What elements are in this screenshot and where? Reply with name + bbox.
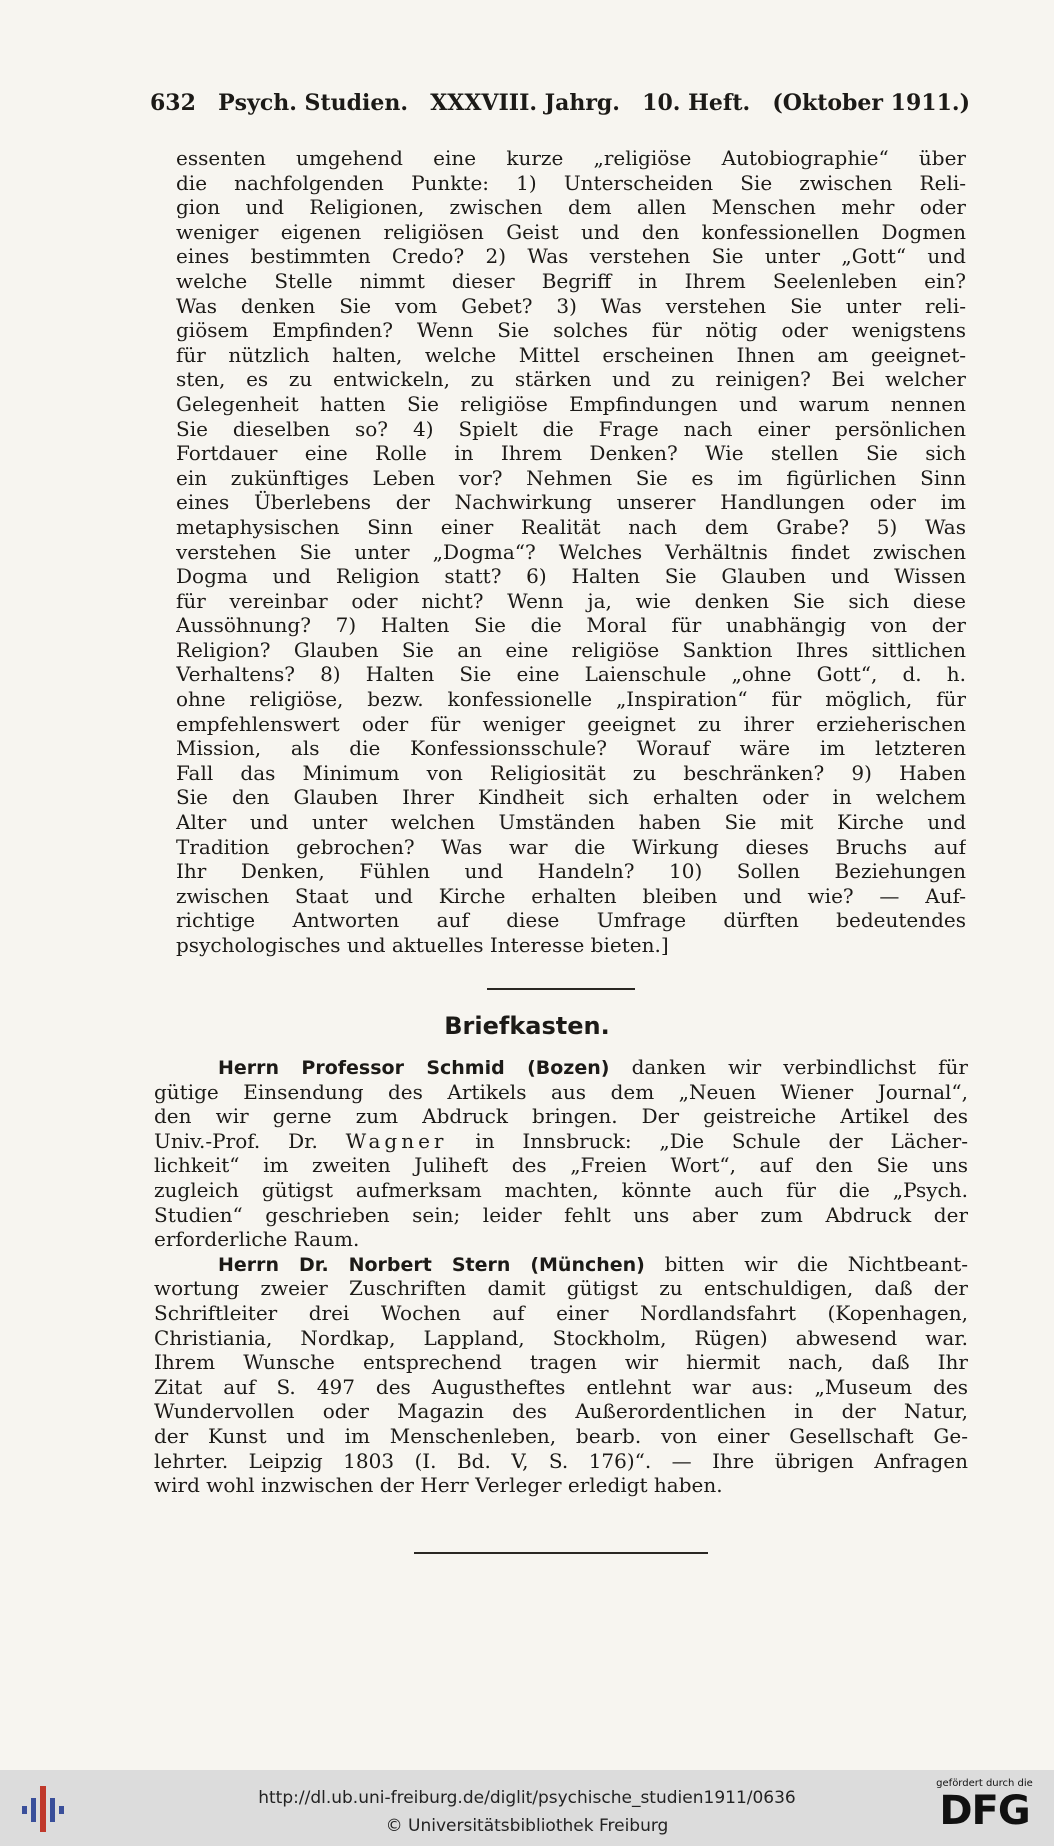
volume-label: XXXVIII. Jahrg. [430, 90, 620, 116]
text-line: die nachfolgenden Punkte: 1) Unterscheiden Sie zwischen Reli- [176, 170, 966, 195]
text-line: Wundervollen oder Magazin des Außerordentlichen in der Natur, [154, 1399, 968, 1424]
date-label: (Oktober 1911.) [772, 90, 970, 116]
text-line: giösem Empfinden? Wenn Sie solches für nötig oder wenigstens [176, 318, 966, 343]
text-line: eines bestimmten Credo? 2) Was verstehen Sie unter „Gott“ und [176, 244, 966, 269]
dfg-logo [927, 1778, 1042, 1833]
letter-2-first-line [154, 1252, 968, 1277]
footer-copyright: © Universitätsbibliothek Freiburg [385, 1816, 669, 1836]
text-line: welche Stelle nimmt dieser Begriff in Ihrem Seelenleben ein? [176, 268, 966, 293]
letter-1-body-b [154, 1153, 968, 1251]
text-line: Fall das Minimum von Religiosität zu beschränken? 9) Haben [176, 760, 966, 785]
text-line: wortung zweier Zuschriften damit gütigst zu entschuldigen, daß der [154, 1276, 968, 1301]
text-line: wird wohl inzwischen der Herr Verleger erledigt haben. [154, 1473, 723, 1498]
text-line: verstehen Sie unter „Dogma“? Welches Verhältnis findet zwischen [176, 539, 966, 564]
text-line: Ihrem Wunsche entsprechend tragen wir hiermit nach, daß Ihr [154, 1350, 968, 1375]
text-line: weniger eigenen religiösen Geist und den konfessionellen Dogmen [176, 219, 966, 244]
text-line: zugleich gütigst aufmerksam machten, könnte auch für die „Psych. [154, 1177, 968, 1202]
letter-2-first-line-text: bitten wir die Nichtbeant- [664, 1251, 968, 1276]
letter-1-univ-rest: in Innsbruck: „Die Schule der Lächer- [475, 1128, 968, 1153]
text-line: Sie dieselben so? 4) Spielt die Frage nach einer persönlichen [176, 416, 966, 441]
page-number: 632 [150, 90, 196, 116]
dfg-wordmark: DFG [939, 1788, 1030, 1834]
page-header [150, 90, 970, 116]
text-line: metaphysischen Sinn einer Realität nach dem Grabe? 5) Was [176, 514, 966, 539]
text-line: Verhaltens? 8) Halten Sie eine Laienschule „ohne Gott“, d. h. [176, 662, 966, 687]
text-line: Zitat auf S. 497 des Augustheftes entlehnt war aus: „Museum des [154, 1374, 968, 1399]
issue-label: 10. Heft. [642, 90, 751, 116]
section-divider [487, 988, 635, 990]
text-line: zwischen Staat und Kirche erhalten bleiben und wie? — Auf- [176, 883, 966, 908]
text-line: ein zukünftiges Leben vor? Nehmen Sie es im figürlichen Sinn [176, 465, 966, 490]
letter-1-first-line [154, 1055, 968, 1080]
text-line: richtige Antworten auf diese Umfrage dürften bedeutendes [176, 908, 966, 933]
letter-1-body-a [154, 1080, 968, 1129]
letter-1-univ-name: Wagner [345, 1128, 448, 1153]
dfg-tagline: gefördert durch die [936, 1778, 1033, 1789]
text-line: lichkeit“ im zweiten Juliheft des „Freien Wort“, auf den Sie uns [154, 1153, 968, 1178]
text-line: Tradition gebrochen? Was war die Wirkung dieses Bruchs auf [176, 834, 966, 859]
letters-section [154, 1055, 968, 1498]
text-line: Christiania, Nordkap, Lappland, Stockholm, Rügen) abwesend war. [154, 1325, 968, 1350]
text-line: Fortdauer eine Rolle in Ihrem Denken? Wie stellen Sie sich [176, 441, 966, 466]
text-line: Religion? Glauben Sie an eine religiöse Sanktion Ihres sittlichen [176, 637, 966, 662]
text-line: für vereinbar oder nicht? Wenn ja, wie denken Sie sich diese [176, 588, 966, 613]
text-line: Schriftleiter drei Wochen auf einer Nordlandsfahrt (Kopenhagen, [154, 1300, 968, 1325]
text-line: Studien“ geschrieben sein; leider fehlt uns aber zum Abdruck der [154, 1202, 968, 1227]
text-line: Gelegenheit hatten Sie religiöse Empfindungen und warum nennen [176, 391, 966, 416]
footer-url-link[interactable]: http://dl.ub.uni-freiburg.de/diglit/psychische_studien1911/0636 [258, 1788, 796, 1808]
text-line: Was denken Sie vom Gebet? 3) Was verstehen Sie unter reli- [176, 293, 966, 318]
letter-2-body [154, 1276, 968, 1497]
text-line: essenten umgehend eine kurze „religiöse Autobiographie“ über [176, 146, 966, 170]
text-line: für nützlich halten, welche Mittel erscheinen Ihnen am geeignet- [176, 342, 966, 367]
text-line: gütige Einsendung des Artikels aus dem „Neuen Wiener Journal“, [154, 1079, 968, 1104]
end-divider [414, 1552, 708, 1554]
section-title: Briefkasten. [444, 1012, 610, 1040]
text-line: Mission, als die Konfessionsschule? Worauf wäre im letzteren [176, 736, 966, 761]
text-line: den wir gerne zum Abdruck bringen. Der geistreiche Artikel des [154, 1104, 968, 1129]
text-line: ohne religiöse, bezw. konfessionelle „Inspiration“ für möglich, für [176, 687, 966, 712]
text-line: der Kunst und im Menschenleben, bearb. von einer Gesellschaft Ge- [154, 1423, 968, 1448]
text-line: lehrter. Leipzig 1803 (I. Bd. V, S. 176)“. — Ihre übrigen Anfragen [154, 1448, 968, 1473]
questionnaire-text [176, 146, 966, 958]
text-line: psychologisches und aktuelles Interesse bieten.] [176, 933, 669, 957]
text-line: Sie den Glauben Ihrer Kindheit sich erhalten oder in welchem [176, 785, 966, 810]
journal-title: Psych. Studien. [218, 90, 408, 116]
text-line: gion und Religionen, zwischen dem allen Menschen mehr oder [176, 195, 966, 220]
text-line: Alter und unter welchen Umständen haben Sie mit Kirche und [176, 810, 966, 835]
footer-bar [0, 1770, 1054, 1846]
text-line: eines Überlebens der Nachwirkung unserer Handlungen oder im [176, 490, 966, 515]
text-line: empfehlenswert oder für weniger geeignet zu ihrer erzieherischen [176, 711, 966, 736]
text-line: Aussöhnung? 7) Halten Sie die Moral für unabhängig von der [176, 613, 966, 638]
text-line: Ihr Denken, Fühlen und Handeln? 10) Sollen Beziehungen [176, 859, 966, 884]
text-line: Dogma und Religion statt? 6) Halten Sie Glauben und Wissen [176, 564, 966, 589]
letter-1-univ-line [154, 1129, 968, 1154]
letter-2-addressee: Herrn Dr. Norbert Stern (München) [218, 1253, 645, 1276]
text-line: sten, es zu entwickeln, zu stärken und zu reinigen? Bei welcher [176, 367, 966, 392]
letter-1-first-line-text: danken wir verbindlichst für [631, 1055, 968, 1079]
text-line: erforderliche Raum. [154, 1227, 360, 1252]
letter-1-univ-prefix: Univ.-Prof. Dr. [154, 1128, 318, 1153]
letter-1-addressee: Herrn Professor Schmid (Bozen) [218, 1057, 610, 1079]
